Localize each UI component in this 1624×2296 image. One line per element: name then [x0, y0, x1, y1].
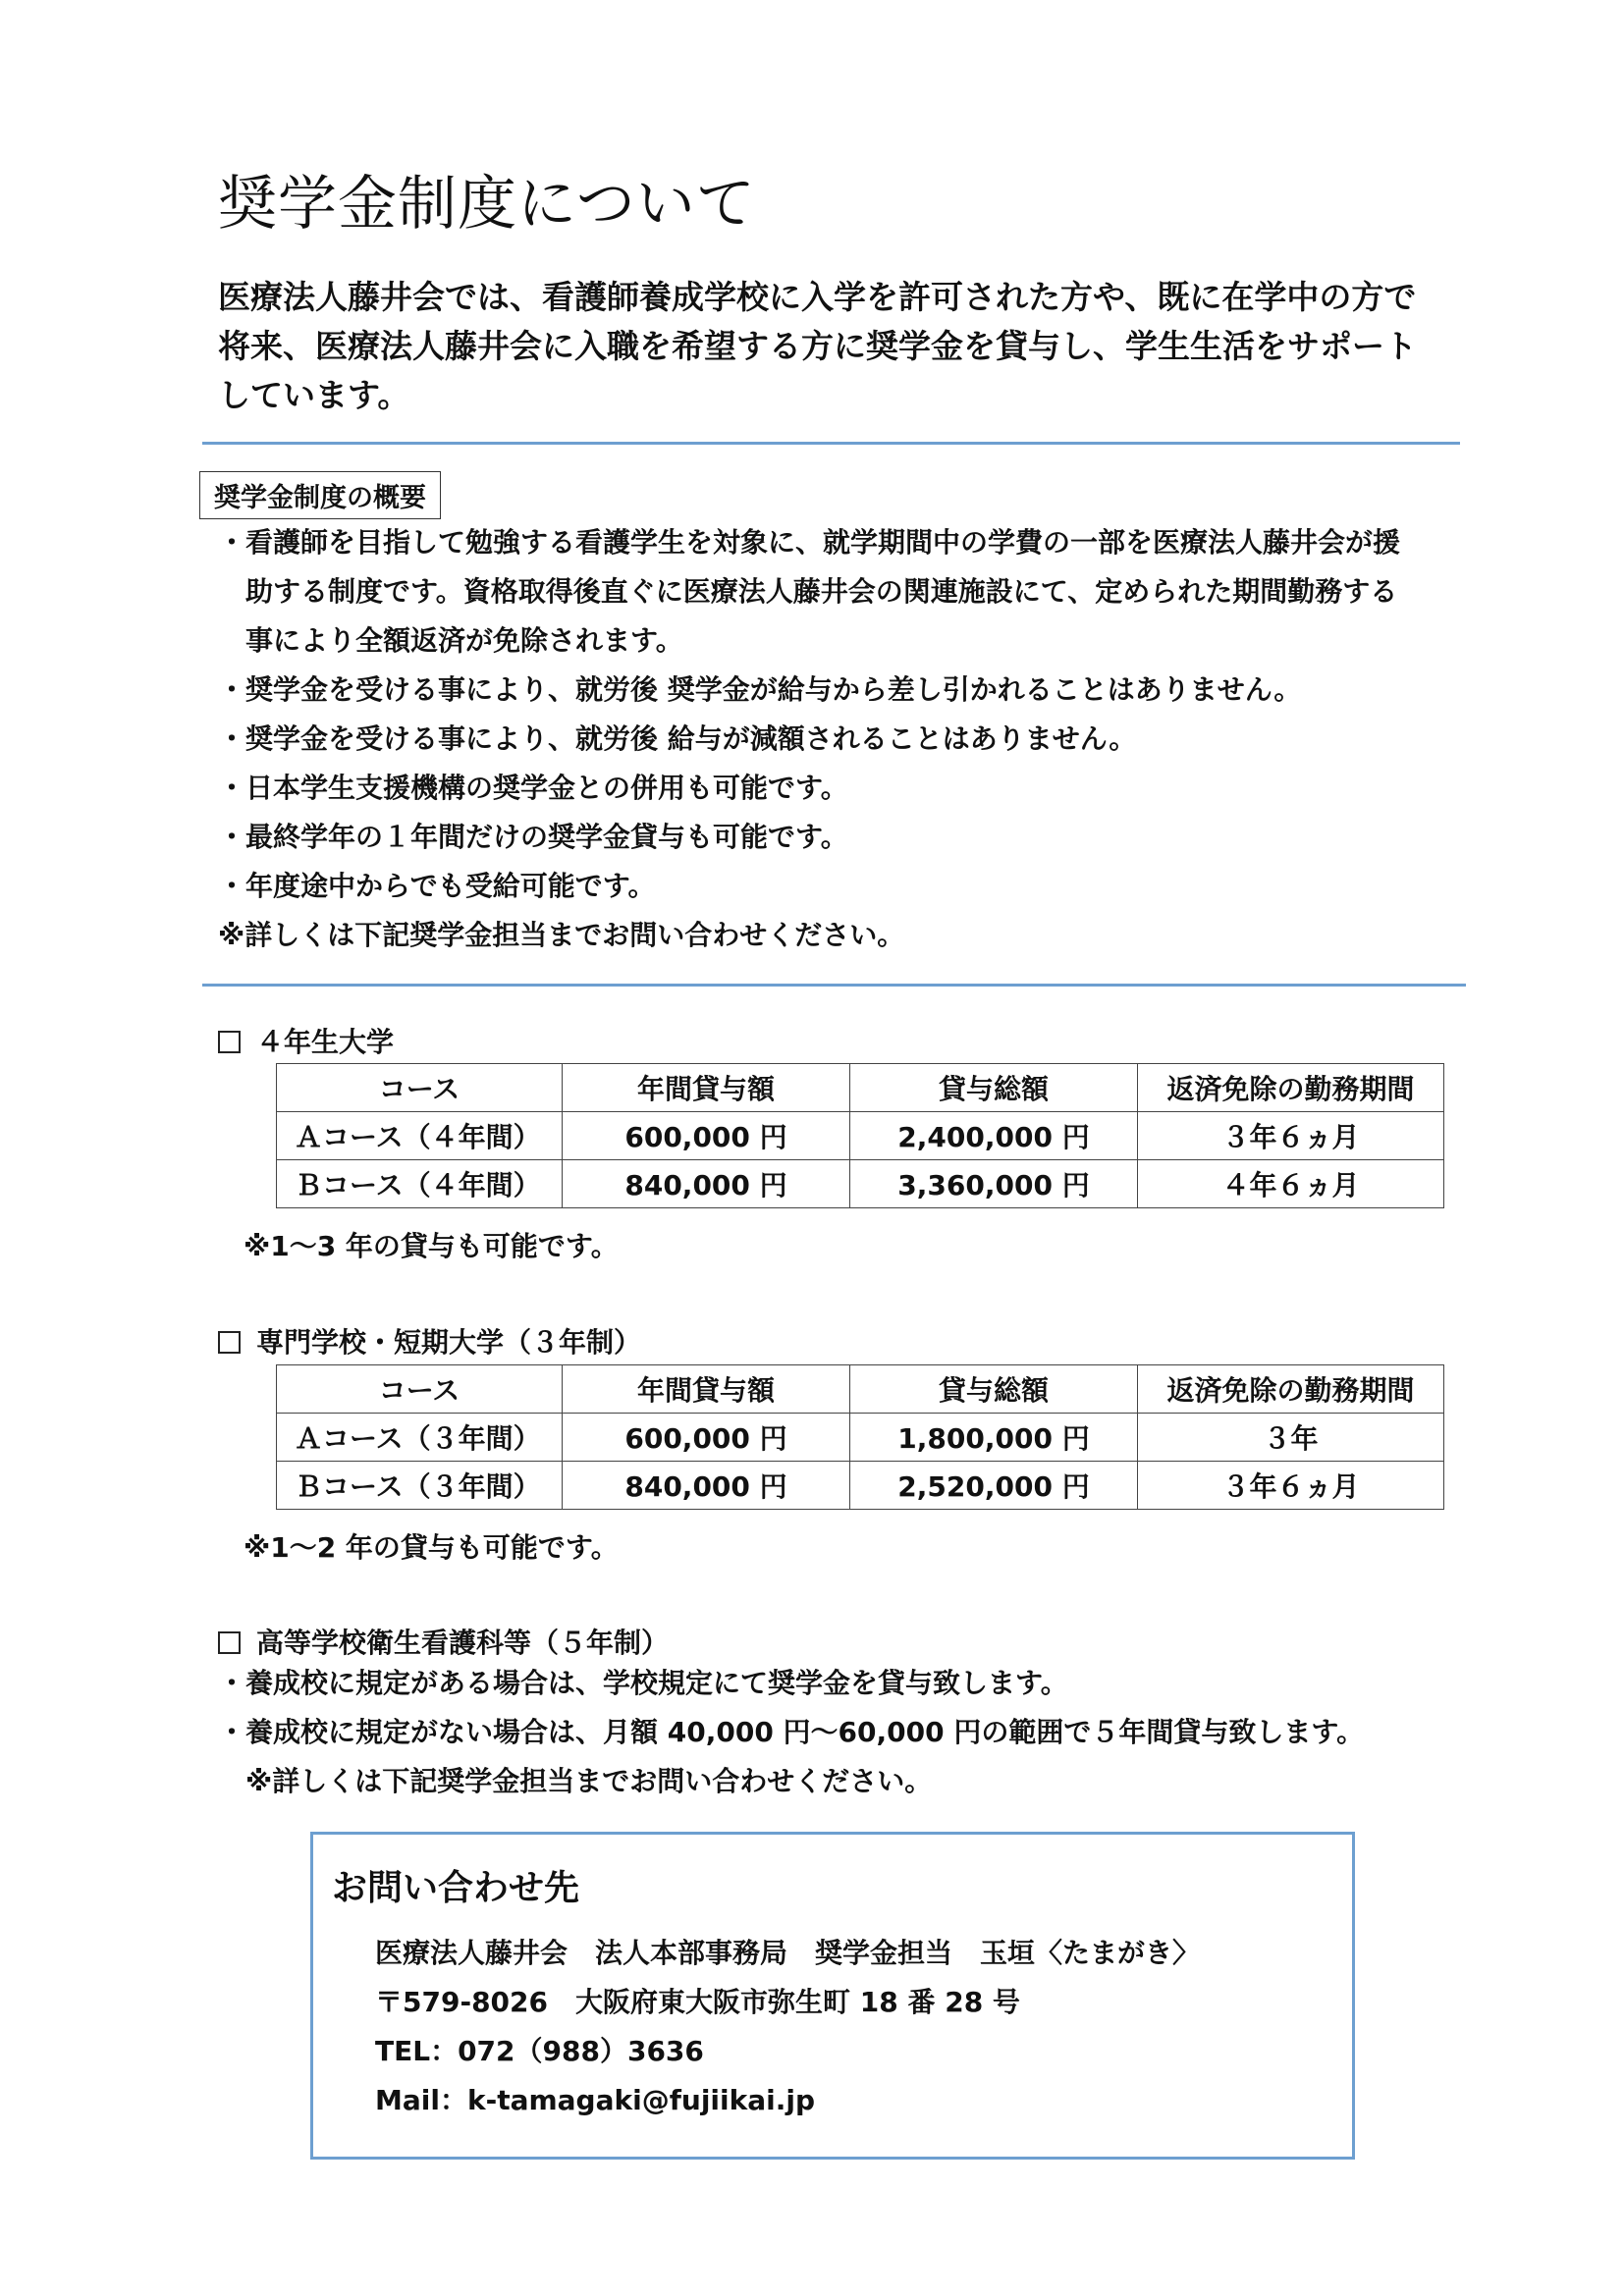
overview-line: ・奨学金を受ける事により、就労後 奨学金が給与から差し引かれることはありません。 — [218, 673, 1302, 706]
section-highschool-heading: 高等学校衛生看護科等（５年制） — [256, 1627, 670, 1659]
table-header: コース — [277, 1365, 563, 1414]
section-highschool — [218, 1622, 669, 1661]
table-cell: 600,000 円 — [563, 1414, 850, 1462]
highschool-line: ・養成校に規定がある場合は、学校規定にて奨学金を貸与致します。 — [218, 1667, 1068, 1699]
table-cell: Ａコース（３年間） — [277, 1414, 563, 1462]
table-row — [277, 1160, 1444, 1208]
table-header: 年間貸与額 — [563, 1064, 850, 1112]
overview-line: ・奨学金を受ける事により、就労後 給与が減額されることはありません。 — [218, 722, 1137, 755]
intro-line-2: 将来、医療法人藤井会に入職を希望する方に奨学金を貸与し、学生生活をサポート — [218, 327, 1417, 365]
checkbox-icon — [218, 1031, 241, 1053]
table-cell: Ａコース（４年間） — [277, 1112, 563, 1160]
table-cell: 2,400,000 円 — [850, 1112, 1138, 1160]
table-cell: ３年 — [1138, 1414, 1444, 1462]
overview-line: ・看護師を目指して勉強する看護学生を対象に、就学期間中の学費の一部を医療法人藤井会が援 — [218, 526, 1401, 559]
section-university-heading: ４年生大学 — [256, 1026, 395, 1058]
table-cell: Ｂコース（３年間） — [277, 1462, 563, 1510]
table-cell: 2,520,000 円 — [850, 1462, 1138, 1510]
page-title: 奨学金制度について — [218, 170, 756, 239]
table-cell: Ｂコース（４年間） — [277, 1160, 563, 1208]
divider-top — [202, 442, 1460, 445]
intro-line-3: しています。 — [218, 376, 410, 414]
section-university — [218, 1021, 394, 1060]
table-header: 年間貸与額 — [563, 1365, 850, 1414]
table-cell: ４年６ヵ月 — [1138, 1160, 1444, 1208]
college-table — [276, 1364, 1444, 1510]
divider-middle — [202, 984, 1466, 987]
overview-line: ・最終学年の１年間だけの奨学金貸与も可能です。 — [218, 821, 848, 853]
table-header: 貸与総額 — [850, 1064, 1138, 1112]
overview-line: 事により全額返済が免除されます。 — [218, 624, 683, 657]
table-header: 貸与総額 — [850, 1365, 1138, 1414]
overview-label: 奨学金制度の概要 — [199, 471, 441, 519]
table-header-row — [277, 1064, 1444, 1112]
highschool-line: ・養成校に規定がない場合は、月額 40,000 円～60,000 円の範囲で５年間貸与致します。 — [218, 1716, 1365, 1748]
checkbox-icon — [218, 1331, 241, 1354]
table-row — [277, 1414, 1444, 1462]
overview-line: ・年度途中からでも受給可能です。 — [218, 870, 656, 902]
table-header-row — [277, 1365, 1444, 1414]
table-header: 返済免除の勤務期間 — [1138, 1365, 1444, 1414]
table-cell: 3,360,000 円 — [850, 1160, 1138, 1208]
table-cell: 840,000 円 — [563, 1462, 850, 1510]
table-cell: 1,800,000 円 — [850, 1414, 1138, 1462]
highschool-note: ※詳しくは下記奨学金担当までお問い合わせください。 — [218, 1765, 933, 1797]
contact-address: 〒579-8026 大阪府東大阪市弥生町 18 番 28 号 — [375, 1986, 1020, 2018]
contact-email: Mail：k-tamagaki@fujiikai.jp — [375, 2084, 816, 2116]
table-cell: ３年６ヵ月 — [1138, 1112, 1444, 1160]
contact-title: お問い合わせ先 — [332, 1868, 580, 1908]
table-cell: 600,000 円 — [563, 1112, 850, 1160]
contact-organization: 医療法人藤井会 法人本部事務局 奨学金担当 玉垣〈たまがき〉 — [375, 1937, 1201, 1969]
intro-line-1: 医療法人藤井会では、看護師養成学校に入学を許可された方や、既に在学中の方で — [218, 278, 1417, 316]
university-note: ※1～3 年の貸与も可能です。 — [244, 1230, 619, 1262]
overview-line: 助する制度です。資格取得後直ぐに医療法人藤井会の関連施設にて、定められた期間勤務する — [218, 575, 1398, 608]
section-college — [218, 1321, 641, 1361]
table-header: 返済免除の勤務期間 — [1138, 1064, 1444, 1112]
checkbox-icon — [218, 1631, 241, 1654]
university-table — [276, 1063, 1444, 1208]
overview-note: ※詳しくは下記奨学金担当までお問い合わせください。 — [218, 919, 905, 951]
college-note: ※1～2 年の貸与も可能です。 — [244, 1531, 619, 1564]
table-row — [277, 1462, 1444, 1510]
contact-phone: TEL：072（988）3636 — [375, 2035, 704, 2067]
table-cell: 840,000 円 — [563, 1160, 850, 1208]
section-college-heading: 専門学校・短期大学（３年制） — [256, 1326, 642, 1359]
table-row — [277, 1112, 1444, 1160]
table-cell: ３年６ヵ月 — [1138, 1462, 1444, 1510]
table-header: コース — [277, 1064, 563, 1112]
overview-line: ・日本学生支援機構の奨学金との併用も可能です。 — [218, 772, 848, 804]
